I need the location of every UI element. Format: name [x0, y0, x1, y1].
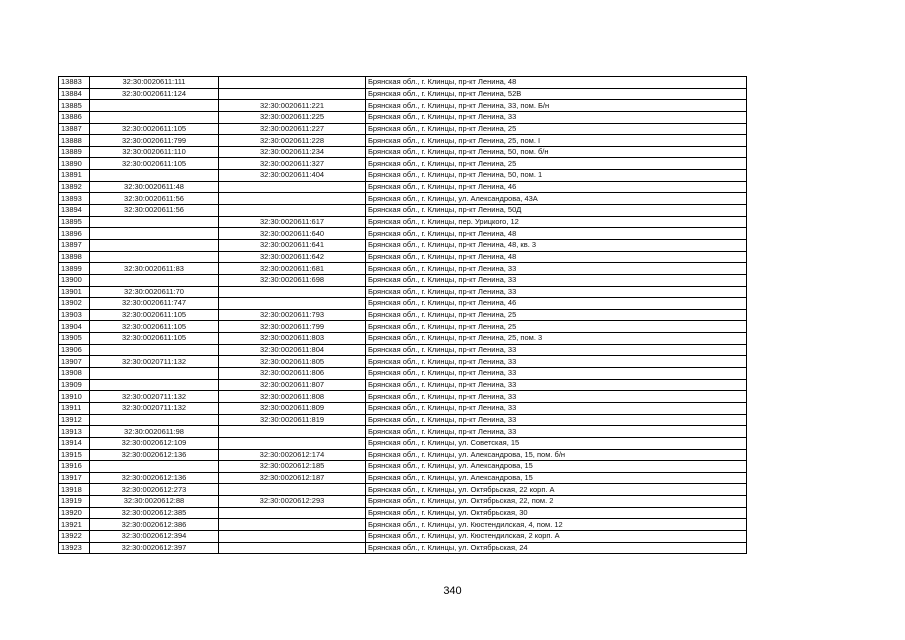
address-cell: Брянская обл., г. Клинцы, пр-кт Ленина, 33 — [366, 263, 747, 275]
land-cadastral-number-cell: 32:30:0020612:385 — [90, 507, 219, 519]
address-cell: Брянская обл., г. Клинцы, пр-кт Ленина, 33 — [366, 414, 747, 426]
object-cadastral-number-cell — [219, 484, 366, 496]
land-cadastral-number-cell: 32:30:0020612:109 — [90, 437, 219, 449]
object-cadastral-number-cell: 32:30:0020611:681 — [219, 263, 366, 275]
table-row — [59, 530, 747, 542]
land-cadastral-number-cell — [90, 344, 219, 356]
table-row — [59, 158, 747, 170]
object-cadastral-number-cell: 32:30:0020611:805 — [219, 356, 366, 368]
row-number-cell: 13919 — [59, 496, 90, 508]
address-cell: Брянская обл., г. Клинцы, ул. Советская, 15 — [366, 437, 747, 449]
table-row — [59, 100, 747, 112]
row-number-cell: 13905 — [59, 333, 90, 345]
object-cadastral-number-cell: 32:30:0020611:227 — [219, 123, 366, 135]
row-number-cell: 13907 — [59, 356, 90, 368]
address-cell: Брянская обл., г. Клинцы, пр-кт Ленина, 33 — [366, 402, 747, 414]
land-cadastral-number-cell — [90, 461, 219, 473]
land-cadastral-number-cell: 32:30:0020612:88 — [90, 496, 219, 508]
object-cadastral-number-cell: 32:30:0020611:327 — [219, 158, 366, 170]
object-cadastral-number-cell: 32:30:0020612:185 — [219, 461, 366, 473]
land-cadastral-number-cell — [90, 216, 219, 228]
table-row — [59, 146, 747, 158]
land-cadastral-number-cell — [90, 170, 219, 182]
address-cell: Брянская обл., г. Клинцы, пр-кт Ленина, 48 — [366, 77, 747, 89]
table-row — [59, 193, 747, 205]
row-number-cell: 13912 — [59, 414, 90, 426]
object-cadastral-number-cell — [219, 193, 366, 205]
land-cadastral-number-cell — [90, 379, 219, 391]
table-row — [59, 111, 747, 123]
land-cadastral-number-cell: 32:30:0020611:105 — [90, 123, 219, 135]
land-cadastral-number-cell — [90, 239, 219, 251]
object-cadastral-number-cell: 32:30:0020611:808 — [219, 391, 366, 403]
address-cell: Брянская обл., г. Клинцы, пр-кт Ленина, 33 — [366, 274, 747, 286]
row-number-cell: 13897 — [59, 239, 90, 251]
address-cell: Брянская обл., г. Клинцы, пр-кт Ленина, 50Д — [366, 205, 747, 217]
table-row — [59, 402, 747, 414]
object-cadastral-number-cell — [219, 507, 366, 519]
address-cell: Брянская обл., г. Клинцы, пр-кт Ленина, 50, пом. б/н — [366, 146, 747, 158]
table-row — [59, 461, 747, 473]
land-cadastral-number-cell: 32:30:0020611:105 — [90, 309, 219, 321]
row-number-cell: 13901 — [59, 286, 90, 298]
address-cell: Брянская обл., г. Клинцы, пр-кт Ленина, 33 — [366, 286, 747, 298]
object-cadastral-number-cell: 32:30:0020612:174 — [219, 449, 366, 461]
address-cell: Брянская обл., г. Клинцы, ул. Александрова, 15 — [366, 472, 747, 484]
address-cell: Брянская обл., г. Клинцы, ул. Октябрьская, 22 корп. А — [366, 484, 747, 496]
table-row — [59, 228, 747, 240]
table-row — [59, 449, 747, 461]
row-number-cell: 13923 — [59, 542, 90, 554]
address-cell: Брянская обл., г. Клинцы, пр-кт Ленина, 33 — [366, 379, 747, 391]
row-number-cell: 13908 — [59, 368, 90, 380]
object-cadastral-number-cell — [219, 88, 366, 100]
table-row — [59, 88, 747, 100]
table-row — [59, 123, 747, 135]
table-row — [59, 472, 747, 484]
land-cadastral-number-cell — [90, 251, 219, 263]
address-cell: Брянская обл., г. Клинцы, пр-кт Ленина, 25 — [366, 158, 747, 170]
row-number-cell: 13909 — [59, 379, 90, 391]
row-number-cell: 13889 — [59, 146, 90, 158]
row-number-cell: 13888 — [59, 135, 90, 147]
land-cadastral-number-cell — [90, 414, 219, 426]
table-row — [59, 356, 747, 368]
row-number-cell: 13911 — [59, 402, 90, 414]
object-cadastral-number-cell: 32:30:0020611:228 — [219, 135, 366, 147]
table-row — [59, 298, 747, 310]
address-cell: Брянская обл., г. Клинцы, ул. Октябрьская, 22, пом. 2 — [366, 496, 747, 508]
table-row — [59, 286, 747, 298]
table-row — [59, 135, 747, 147]
row-number-cell: 13892 — [59, 181, 90, 193]
address-cell: Брянская обл., г. Клинцы, ул. Кюстендилская, 4, пом. 12 — [366, 519, 747, 531]
object-cadastral-number-cell: 32:30:0020611:640 — [219, 228, 366, 240]
row-number-cell: 13891 — [59, 170, 90, 182]
object-cadastral-number-cell — [219, 437, 366, 449]
object-cadastral-number-cell: 32:30:0020611:806 — [219, 368, 366, 380]
table-row — [59, 309, 747, 321]
row-number-cell: 13902 — [59, 298, 90, 310]
table-row — [59, 170, 747, 182]
table-row — [59, 251, 747, 263]
registry-table-body — [59, 77, 747, 554]
row-number-cell: 13886 — [59, 111, 90, 123]
object-cadastral-number-cell: 32:30:0020611:404 — [219, 170, 366, 182]
table-row — [59, 77, 747, 89]
row-number-cell: 13917 — [59, 472, 90, 484]
row-number-cell: 13920 — [59, 507, 90, 519]
address-cell: Брянская обл., г. Клинцы, ул. Октябрьская, 30 — [366, 507, 747, 519]
land-cadastral-number-cell: 32:30:0020612:394 — [90, 530, 219, 542]
object-cadastral-number-cell — [219, 77, 366, 89]
address-cell: Брянская обл., г. Клинцы, пр-кт Ленина, 48, кв. 3 — [366, 239, 747, 251]
land-cadastral-number-cell: 32:30:0020711:132 — [90, 402, 219, 414]
land-cadastral-number-cell: 32:30:0020611:70 — [90, 286, 219, 298]
table-row — [59, 437, 747, 449]
land-cadastral-number-cell: 32:30:0020611:799 — [90, 135, 219, 147]
row-number-cell: 13916 — [59, 461, 90, 473]
object-cadastral-number-cell: 32:30:0020611:617 — [219, 216, 366, 228]
object-cadastral-number-cell: 32:30:0020611:819 — [219, 414, 366, 426]
table-row — [59, 507, 747, 519]
address-cell: Брянская обл., г. Клинцы, пр-кт Ленина, 33 — [366, 368, 747, 380]
row-number-cell: 13894 — [59, 205, 90, 217]
object-cadastral-number-cell — [219, 298, 366, 310]
row-number-cell: 13904 — [59, 321, 90, 333]
land-cadastral-number-cell — [90, 274, 219, 286]
address-cell: Брянская обл., г. Клинцы, пр-кт Ленина, 33, пом. Б/н — [366, 100, 747, 112]
table-row — [59, 542, 747, 554]
address-cell: Брянская обл., г. Клинцы, ул. Кюстендилская, 2 корп. А — [366, 530, 747, 542]
object-cadastral-number-cell — [219, 542, 366, 554]
object-cadastral-number-cell: 32:30:0020611:698 — [219, 274, 366, 286]
table-row — [59, 216, 747, 228]
row-number-cell: 13887 — [59, 123, 90, 135]
row-number-cell: 13903 — [59, 309, 90, 321]
address-cell: Брянская обл., г. Клинцы, пр-кт Ленина, 33 — [366, 111, 747, 123]
land-cadastral-number-cell: 32:30:0020611:105 — [90, 321, 219, 333]
page-number: 340 — [443, 585, 462, 597]
table-row — [59, 379, 747, 391]
address-cell: Брянская обл., г. Клинцы, пр-кт Ленина, 25 — [366, 309, 747, 321]
land-cadastral-number-cell: 32:30:0020611:105 — [90, 158, 219, 170]
address-cell: Брянская обл., г. Клинцы, пр-кт Ленина, 46 — [366, 298, 747, 310]
row-number-cell: 13918 — [59, 484, 90, 496]
table-row — [59, 368, 747, 380]
object-cadastral-number-cell: 32:30:0020611:803 — [219, 333, 366, 345]
address-cell: Брянская обл., г. Клинцы, пр-кт Ленина, 33 — [366, 356, 747, 368]
address-cell: Брянская обл., г. Клинцы, пр-кт Ленина, 50, пом. 1 — [366, 170, 747, 182]
address-cell: Брянская обл., г. Клинцы, пр-кт Ленина, 48 — [366, 228, 747, 240]
table-row — [59, 391, 747, 403]
land-cadastral-number-cell: 32:30:0020612:273 — [90, 484, 219, 496]
registry-table — [58, 76, 747, 554]
row-number-cell: 13898 — [59, 251, 90, 263]
address-cell: Брянская обл., г. Клинцы, пр-кт Ленина, 52В — [366, 88, 747, 100]
address-cell: Брянская обл., г. Клинцы, пр-кт Ленина, 25 — [366, 321, 747, 333]
address-cell: Брянская обл., г. Клинцы, пер. Урицкого, 12 — [366, 216, 747, 228]
row-number-cell: 13895 — [59, 216, 90, 228]
object-cadastral-number-cell — [219, 530, 366, 542]
land-cadastral-number-cell: 32:30:0020611:48 — [90, 181, 219, 193]
table-row — [59, 414, 747, 426]
table-row — [59, 484, 747, 496]
object-cadastral-number-cell: 32:30:0020611:804 — [219, 344, 366, 356]
object-cadastral-number-cell: 32:30:0020611:221 — [219, 100, 366, 112]
address-cell: Брянская обл., г. Клинцы, пр-кт Ленина, 33 — [366, 391, 747, 403]
table-row — [59, 333, 747, 345]
land-cadastral-number-cell: 32:30:0020611:111 — [90, 77, 219, 89]
table-row — [59, 321, 747, 333]
object-cadastral-number-cell — [219, 181, 366, 193]
address-cell: Брянская обл., г. Клинцы, ул. Александрова, 15, пом. б/н — [366, 449, 747, 461]
object-cadastral-number-cell: 32:30:0020611:793 — [219, 309, 366, 321]
table-row — [59, 426, 747, 438]
land-cadastral-number-cell: 32:30:0020611:56 — [90, 205, 219, 217]
row-number-cell: 13885 — [59, 100, 90, 112]
object-cadastral-number-cell — [219, 205, 366, 217]
row-number-cell: 13896 — [59, 228, 90, 240]
object-cadastral-number-cell — [219, 426, 366, 438]
land-cadastral-number-cell: 32:30:0020611:110 — [90, 146, 219, 158]
address-cell: Брянская обл., г. Клинцы, пр-кт Ленина, 25, пом. 3 — [366, 333, 747, 345]
object-cadastral-number-cell: 32:30:0020612:293 — [219, 496, 366, 508]
table-row — [59, 274, 747, 286]
row-number-cell: 13900 — [59, 274, 90, 286]
land-cadastral-number-cell — [90, 100, 219, 112]
address-cell: Брянская обл., г. Клинцы, пр-кт Ленина, 33 — [366, 426, 747, 438]
address-cell: Брянская обл., г. Клинцы, пр-кт Ленина, 48 — [366, 251, 747, 263]
table-row — [59, 181, 747, 193]
row-number-cell: 13893 — [59, 193, 90, 205]
land-cadastral-number-cell — [90, 228, 219, 240]
row-number-cell: 13890 — [59, 158, 90, 170]
table-row — [59, 205, 747, 217]
row-number-cell: 13921 — [59, 519, 90, 531]
row-number-cell: 13915 — [59, 449, 90, 461]
row-number-cell: 13913 — [59, 426, 90, 438]
land-cadastral-number-cell: 32:30:0020611:747 — [90, 298, 219, 310]
land-cadastral-number-cell: 32:30:0020711:132 — [90, 356, 219, 368]
row-number-cell: 13884 — [59, 88, 90, 100]
land-cadastral-number-cell: 32:30:0020612:386 — [90, 519, 219, 531]
row-number-cell: 13899 — [59, 263, 90, 275]
table-row — [59, 239, 747, 251]
address-cell: Брянская обл., г. Клинцы, ул. Александрова, 43А — [366, 193, 747, 205]
table-row — [59, 496, 747, 508]
object-cadastral-number-cell: 32:30:0020611:641 — [219, 239, 366, 251]
land-cadastral-number-cell — [90, 368, 219, 380]
object-cadastral-number-cell: 32:30:0020611:234 — [219, 146, 366, 158]
address-cell: Брянская обл., г. Клинцы, ул. Александрова, 15 — [366, 461, 747, 473]
land-cadastral-number-cell: 32:30:0020612:136 — [90, 472, 219, 484]
land-cadastral-number-cell: 32:30:0020611:56 — [90, 193, 219, 205]
land-cadastral-number-cell: 32:30:0020612:397 — [90, 542, 219, 554]
land-cadastral-number-cell: 32:30:0020711:132 — [90, 391, 219, 403]
land-cadastral-number-cell: 32:30:0020611:105 — [90, 333, 219, 345]
address-cell: Брянская обл., г. Клинцы, пр-кт Ленина, 46 — [366, 181, 747, 193]
object-cadastral-number-cell — [219, 519, 366, 531]
object-cadastral-number-cell — [219, 286, 366, 298]
row-number-cell: 13910 — [59, 391, 90, 403]
address-cell: Брянская обл., г. Клинцы, пр-кт Ленина, 33 — [366, 344, 747, 356]
address-cell: Брянская обл., г. Клинцы, пр-кт Ленина, 25, пом. I — [366, 135, 747, 147]
table-row — [59, 519, 747, 531]
land-cadastral-number-cell: 32:30:0020611:124 — [90, 88, 219, 100]
land-cadastral-number-cell — [90, 111, 219, 123]
table-row — [59, 344, 747, 356]
row-number-cell: 13906 — [59, 344, 90, 356]
land-cadastral-number-cell: 32:30:0020611:98 — [90, 426, 219, 438]
address-cell: Брянская обл., г. Клинцы, ул. Октябрьская, 24 — [366, 542, 747, 554]
address-cell: Брянская обл., г. Клинцы, пр-кт Ленина, 25 — [366, 123, 747, 135]
land-cadastral-number-cell: 32:30:0020612:136 — [90, 449, 219, 461]
table-row — [59, 263, 747, 275]
object-cadastral-number-cell: 32:30:0020611:809 — [219, 402, 366, 414]
row-number-cell: 13922 — [59, 530, 90, 542]
row-number-cell: 13914 — [59, 437, 90, 449]
object-cadastral-number-cell: 32:30:0020611:225 — [219, 111, 366, 123]
row-number-cell: 13883 — [59, 77, 90, 89]
object-cadastral-number-cell: 32:30:0020611:807 — [219, 379, 366, 391]
land-cadastral-number-cell: 32:30:0020611:83 — [90, 263, 219, 275]
object-cadastral-number-cell: 32:30:0020611:799 — [219, 321, 366, 333]
object-cadastral-number-cell: 32:30:0020611:642 — [219, 251, 366, 263]
object-cadastral-number-cell: 32:30:0020612:187 — [219, 472, 366, 484]
